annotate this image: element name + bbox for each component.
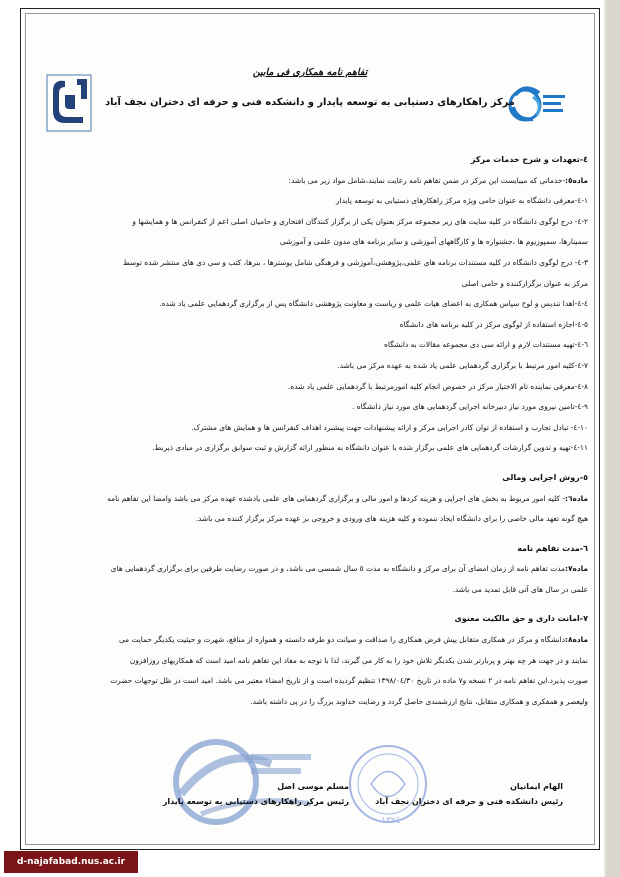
article-8-cont: نمایند و در جهت هر چه بهتر و پربارتر شدن یکدیگر تلاش خود را به کار می گیرند، لذا با توجه به مفاد این تفاهم نامه امید است که همکاریهای روزافزون <box>129 655 588 665</box>
signer-left-name: مسلم موسی اصل <box>277 782 349 791</box>
doc-subtitle: تفاهم نامه همکاری فی مابین <box>252 67 368 78</box>
list-item: ١٠-٤- تبادل تجارب و استفاده از توان کادر اجرایی مرکز و ارائه پیشنهادات جهت پیشبرد اهداف کنفرانس ها و همایش های مشترک. <box>191 422 588 432</box>
section-5-title: ٥-روش اجرایی ومالی <box>502 472 588 482</box>
article-8: ماده٨:دانشگاه و مرکز در همکاری متقابل پیش فرض همکاری را صداقت و صیانت دو طرفه دانسته و همواره از منافع، شهرت و حیثیت یکدیگر حمایت می <box>118 635 588 645</box>
stamp-year: ١٣٧٤ <box>381 816 401 826</box>
list-item: ١-٤-معرفی دانشگاه به عنوان حامی ویژه مرکز راهکارهای دستیابی به توسعه پایدار <box>335 196 588 206</box>
document-body <box>34 150 588 712</box>
scan-edge <box>606 0 620 877</box>
list-item: ٥-٤-اجازه استفاده از لوگوی مرکز در کلیه برنامه های دانشگاه <box>399 319 588 329</box>
article-6-cont: هیچ گونه تعهد مالی خاصی را برای دانشگاه ایجاد ننموده و کلیه هزینه های ورودی و خروجی بر عهده مرکز برگزار کننده می باشد. <box>195 514 588 524</box>
doc-title: مرکز راهکارهای دستیابی به توسعه پایدار و دانشکده فنی و حرفه ای دختران نجف آباد <box>105 97 515 108</box>
list-item: ٤-٤-اهدا تندیس و لوح سپاس همکاری به اعضای هیات علمی و ریاست و معاونت پژوهشی دانشگاه پس از برگزاری گردهمایی علمی یاد شده. <box>159 299 588 309</box>
list-item: ٣-٤- درج لوگوی دانشگاه در کلیه مستندات برنامه های علمی،پژوهشی،آموزشی و فرهنگی شامل پوسترها ، بنرها، کتب و سی دی های منتشر شده توسط <box>122 257 588 267</box>
signature-left <box>119 779 349 809</box>
college-stamp <box>341 739 436 829</box>
signer-right-name: الهام ایمانیان <box>510 782 563 791</box>
list-item: ٩-٤-تامین نیروی مورد نیاز دبیرخانه اجرایی گردهمایی های مورد نیاز دانشگاه . <box>352 402 588 412</box>
list-item: ٧-٤-کلیه امور مرتبط با برگزاری گردهمایی علمی یاد شده به عهده مرکز می باشد. <box>337 360 588 370</box>
site-url-badge[interactable]: d-najafabad.nus.ac.ir <box>4 851 138 873</box>
signer-right-title: رئیس دانشکده فنی و حرفه ای دختران نجف آباد <box>375 797 563 806</box>
signer-left-title: رئیس مرکز راهکارهای دستیابی به توسعه پایدار <box>162 797 349 806</box>
list-item: ٨-٤-معرفی نماینده تام الاختیار مرکز در خصوص انجام کلیه امورمرتبط با گردهمایی علمی یاد شده. <box>288 381 588 391</box>
signature-right <box>333 779 563 809</box>
center-logo-icon <box>503 75 569 145</box>
article-8-cont: صورت پذیرد.این تفاهم نامه در ٢ نسخه و٧ ماده در تاریخ ١٣٩٨/٠٤/٣٠ تنظیم گردیده است و از تاریخ امضاء معتبر می باشد. امید است در ظل توجهات حضرت <box>110 676 588 686</box>
university-logo-icon <box>43 69 98 139</box>
article-8-cont: ولیعصر و همفکری و همکاری متقابل، نتایج ارزشمندی حاصل گردد و رضایت خداوند بزرگ را در پی داشته باشد. <box>250 696 588 706</box>
section-6-title: ٦-مدت تفاهم نامه <box>517 543 588 553</box>
list-item: سمینارها، سمپوزیوم ها ،جشنواره ها و کارگاههای آموزشی و سایر برنامه های مدون علمی و آموزشی <box>279 237 588 247</box>
list-item: ٦-٤-تهیه مستندات لازم و ارائه سی دی مجموعه مقالات به دانشگاه <box>384 340 588 350</box>
scan-edge-line <box>604 0 606 877</box>
article-6: ماده٦:- کلیه امور مربوط به بخش های اجرایی و هزینه کردها و امور مالی و برگزاری گردهمایی های علمی یادشده عهده مرکز می باشد وامضا این تفاهم نامه <box>107 493 588 503</box>
article-5: ماده٥:-خدماتی که میبایست این مرکز در ضمن تفاهم نامه رعایت نمایند،شامل مواد زیر می باشد: <box>288 175 588 185</box>
article-7-cont: علمی در سال های آتی قابل تمدید می باشد. <box>452 584 588 594</box>
list-item: ٢-٤- درج لوگوی دانشگاه در کلیه سایت های زیر مجموعه مرکز بعنوان یکی از برگزار کنندگان افتخاری و حامیان اصلی اعم از کنفرانس ها و همایشها و <box>132 216 588 226</box>
section-4-title: ٤-تعهدات و شرح خدمات مرکز <box>470 155 588 164</box>
list-item: ١١-٤-تهیه و تدوین گزارشات گردهمایی های علمی برگزار شده با عنوان دانشگاه به منظور ارائه گزارش و ثبت سوابق برگزاری در مبادی ذیربط. <box>152 443 588 453</box>
article-7: ماده٧:مدت تفاهم نامه از زمان امضای آن برای مرکز و دانشگاه به مدت ٥ سال شمسی می باشد، و در صورت رضایت طرفین برای برگزاری گردهمایی های <box>110 564 588 574</box>
center-stamp <box>161 734 331 829</box>
section-7-title: ٧-امانت داری و حق مالکیت معنوی <box>454 614 588 624</box>
list-item: مرکز به عنوان برگزارکننده و حامی اصلی <box>461 278 588 288</box>
